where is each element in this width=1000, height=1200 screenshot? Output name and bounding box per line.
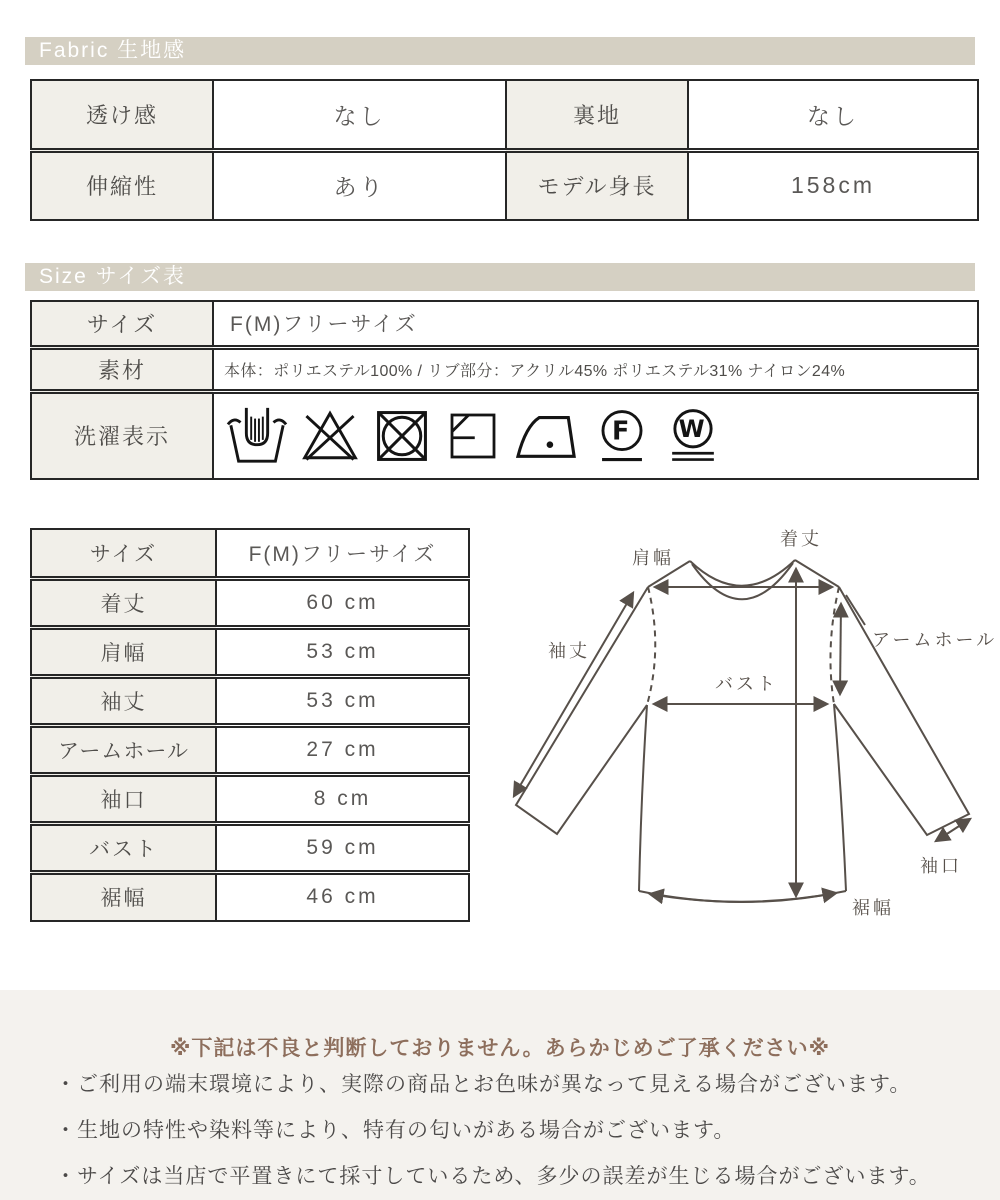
fabric-value-model-height: 158cm bbox=[688, 150, 978, 220]
notes-footer bbox=[0, 990, 1000, 1200]
fabric-value-sheerness: なし bbox=[213, 80, 506, 150]
notes-heading: ※下記は不良と判断しておりません。あらかじめご了承ください※ bbox=[169, 1037, 831, 1060]
size-info-value-size: F(M)フリーサイズ bbox=[213, 301, 978, 347]
measure-row bbox=[31, 676, 469, 725]
front-neckline-line bbox=[692, 563, 793, 599]
notes-list bbox=[55, 1062, 975, 1200]
size-info-header-size: サイズ bbox=[31, 301, 213, 347]
measure-row bbox=[31, 774, 469, 823]
size-info-header-care: 洗濯表示 bbox=[31, 391, 213, 479]
armhole-arrow bbox=[840, 604, 841, 694]
size-info-row bbox=[31, 391, 978, 479]
measure-value-shoulder: 53 cm bbox=[216, 627, 469, 676]
diagram-label-length: 着丈 bbox=[780, 529, 822, 549]
diagram-label-cuff: 袖口 bbox=[920, 856, 962, 876]
measure-header-hem: 裾幅 bbox=[31, 872, 216, 921]
svg-text:W: W bbox=[678, 414, 708, 443]
size-info-value-material: 本体：ポリエステル100% / リブ部分：アクリル45% ポリエステル31% ナイロン24% bbox=[213, 347, 978, 391]
fabric-value-stretch: あり bbox=[213, 150, 506, 220]
measure-value-size: F(M)フリーサイズ bbox=[216, 529, 469, 578]
diagram-label-sleeve: 袖丈 bbox=[548, 641, 590, 661]
measure-header-cuff: 袖口 bbox=[31, 774, 216, 823]
care-symbols-row bbox=[214, 405, 977, 467]
measure-row bbox=[31, 578, 469, 627]
diagram-label-armhole: アームホール bbox=[872, 630, 998, 650]
fabric-header-stretch: 伸縮性 bbox=[31, 150, 213, 220]
size-info-row bbox=[31, 301, 978, 347]
fabric-value-lining: なし bbox=[688, 80, 978, 150]
note-item: ・サイズは当店で平置きにて採寸しているため、多少の誤差が生じる場合がございます。 bbox=[55, 1165, 931, 1188]
svg-text:F: F bbox=[611, 415, 633, 446]
measure-header-size: サイズ bbox=[31, 529, 216, 578]
measure-value-hem: 46 cm bbox=[216, 872, 469, 921]
fabric-header-model-height: モデル身長 bbox=[506, 150, 688, 220]
diagram-label-bust: バスト bbox=[715, 674, 778, 694]
dry-clean-f-icon bbox=[593, 405, 651, 467]
size-section-header: Size サイズ表 bbox=[25, 263, 975, 291]
measurements-table bbox=[30, 528, 470, 922]
note-item: ・生地の特性や染料等により、特有の匂いがある場合がございます。 bbox=[55, 1119, 736, 1142]
note-item: ・ご利用の端末環境により、実際の商品とお色味が異なって見える場合がございます。 bbox=[55, 1073, 912, 1096]
measure-header-length: 着丈 bbox=[31, 578, 216, 627]
iron-low-heat-icon bbox=[514, 405, 580, 467]
fabric-table-row bbox=[31, 80, 978, 150]
wet-clean-w-icon bbox=[664, 405, 722, 467]
measure-header-bust: バスト bbox=[31, 823, 216, 872]
flat-dry-in-shade-icon bbox=[445, 405, 501, 467]
fabric-section-header: Fabric 生地感 bbox=[25, 37, 975, 65]
measure-header-armhole: アームホール bbox=[31, 725, 216, 774]
measure-row bbox=[31, 725, 469, 774]
measure-row bbox=[31, 627, 469, 676]
measure-value-sleeve: 53 cm bbox=[216, 676, 469, 725]
fabric-header-lining: 裏地 bbox=[506, 80, 688, 150]
armhole-dashed-right bbox=[830, 587, 839, 704]
do-not-tumble-dry-icon bbox=[372, 405, 432, 467]
size-info-header-material: 素材 bbox=[31, 347, 213, 391]
hand-wash-icon bbox=[226, 405, 288, 467]
fabric-table-row bbox=[31, 150, 978, 220]
measure-header-sleeve: 袖丈 bbox=[31, 676, 216, 725]
size-info-row bbox=[31, 347, 978, 391]
fabric-table bbox=[30, 79, 979, 221]
do-not-bleach-icon bbox=[301, 405, 359, 467]
measure-row bbox=[31, 872, 469, 921]
sleeve-length-arrow bbox=[514, 593, 633, 796]
measure-value-bust: 59 cm bbox=[216, 823, 469, 872]
measure-value-cuff: 8 cm bbox=[216, 774, 469, 823]
armhole-dashed-left bbox=[647, 587, 655, 705]
diagram-label-shoulder: 肩幅 bbox=[632, 548, 674, 568]
fabric-header-sheerness: 透け感 bbox=[31, 80, 213, 150]
measure-row bbox=[31, 823, 469, 872]
measure-header-shoulder: 肩幅 bbox=[31, 627, 216, 676]
measure-value-armhole: 27 cm bbox=[216, 725, 469, 774]
hem-width-arrow bbox=[650, 893, 836, 902]
measure-row bbox=[31, 529, 469, 578]
measure-value-length: 60 cm bbox=[216, 578, 469, 627]
armhole-leader-line bbox=[846, 595, 865, 625]
size-info-table bbox=[30, 300, 979, 480]
garment-measurement-diagram bbox=[490, 515, 1000, 945]
care-symbols-cell bbox=[213, 391, 978, 479]
diagram-label-hem: 裾幅 bbox=[852, 898, 894, 918]
